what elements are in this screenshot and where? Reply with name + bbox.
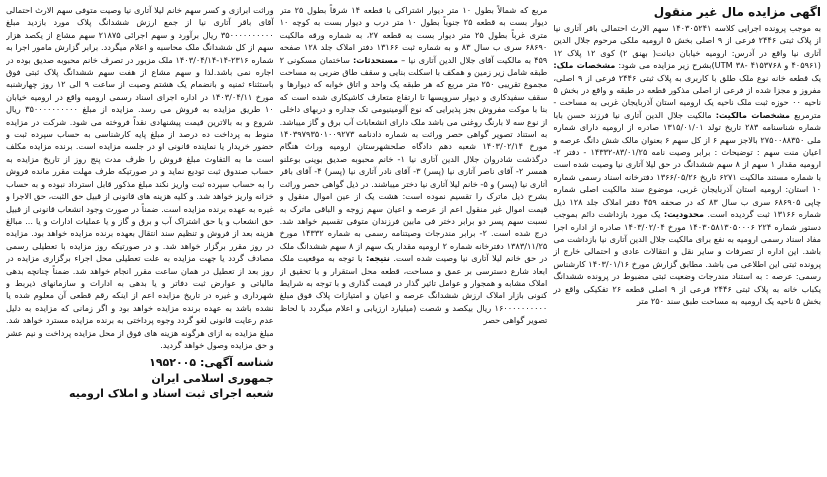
issuer-country: جمهوری اسلامی ایران xyxy=(151,372,274,386)
restriction-label: محدودیت: xyxy=(663,209,704,220)
notice-paragraph xyxy=(280,4,548,327)
result-text: با توجه به موقعیت ملک ابعاد شارع دسترسی بر عمق و مساحت، قطعه محل استقرار و با تحقیق از املاک مشابه و همجوار و عوامل تاثیر گذار در قیمت گذاری و با توجه به شرایط کنونی بازار املاک ارزش ششدانگ عرصه و اعیان و امتیازات پلاک فوق مبلغ ۱۶۰۰۰۰۰۰۰۰۰۰ ریال بیکصد و شصت (میلیارد ارزیابی و اعلام میگردد با لحاظ تصویر گواهی حصر xyxy=(279,253,548,326)
ownership-specs-text: مالکیت جلال الدین آتاری نیا فرزند حسن بابا شماره شناسنامه ۲۸۳ تاریخ تولد ۱۳۱۵/۰۱/۰۱ صادره از ارومیه دارای شماره ملی ۲۷۵۰۰۸۸۳۵۰ بالاجز سهم ۶ از کل سهم ۶ بعنوان مالک شش دانگ عرصه و اعیان منت سهم : توضیحات : برابر وصیت نامه ۸۳/۰۱/۲۵-۱۴۳۳۲ - دفتر ۲- ارومیه مقدار ۱ سهم از ۸ سهم ششدانگ در حق لیلا آتاری نیا وصیت شده است با شماره مستند مالکیت ۶۲۷۱ تاریخ ۱۳۶۶/۰۵/۲۶ دفترخانه اسناد رسمی شماره ۱۰ استان: ارومیه استان آذربایجان غربی، موضوع سند مالکیت اصلی شماره چاپی ۶۸۶۹۰۵ سری ب سال ۸۳ که در صحفه ۴۵۹ دفتر املاک جلد ۱۲۸ ذیل شماره ۱۳۱۶۶ ثبت گردیده است. xyxy=(553,109,821,220)
issuer-office: شعبه اجرای ثبت اسناد و املاک ارومیه xyxy=(69,387,274,401)
ad-identifier: شناسه آگهی: ۱۹۵۲۰۰۵ xyxy=(149,356,274,370)
restriction-text: یک مورد بازداشت دائم بموجب دستور شماره ۲۲۴ ۱۴۰۳۰۵۸۱۳۰۵۰۰۰۶ مورخ ۱۴۰۳/۰۲/۰۴ صادره از اداره اجرا مفاد اسناد رسمی ارومیه به نفع برای مالکیت جلال الدین آتاری نیا بازداشت می باشد. این اداره از تصرفات و سایر نقل و انتقالات عادی و احتمالی خارج از پرونده ثبتی این اطلاعی می باشد. مطابق گزارش مورخ ۱۴۰۳/۰۱/۱۶ کارشناس رسمی: عرصه : به استناد مندرجات وضعیت ثبتی مضبوط در پرونده ششدانگ یکباب خانه به پلاک ثبتی ۲۴۴۶ فرعی از ۹ اصلی قطعه ۲۶ تفکیکی واقع در بخش ۵ ناحیه یک ارومیه به مساحت طبق سند ۲۵۰ متر xyxy=(553,209,821,306)
ownership-specs-label: مشخصات مالکیت: xyxy=(715,109,790,120)
notice-column-1 xyxy=(553,4,821,473)
notice-columns xyxy=(6,4,821,473)
property-specs-text: یک قطعه خانه نوع ملک طلق با کاربری به پلاک ثبتی ۲۴۴۶ فرعی از ۹ اصلی، مفروز و مجزا شده از فرعی از اصلی مذکور قطعه در طبقه و واقع در بخش ۵ ناحیه ۰۰ حوزه ثبت ملک ناحیه یک ارومیه استان آذربایجان غربی به مساحت - مترمربع xyxy=(553,72,821,120)
notice-title: اگهی مزایده مال غیر منقول xyxy=(653,5,821,19)
notice-paragraph xyxy=(553,22,821,307)
intro-text: به موجب پرونده اجرایی کلاسه ۱۴۰۳۰۵۲۴۱ سهم الارث احتمالی باقر آتاری نیا از پلاک ثبتی ۲۴۴۶ فرعی از ۹ اصلی بخش ۵ ارومیه ملکی مرحوم جلال الدین آتاری نیا واقع در آدرس: ارومیه خیابان دیانت( بهنق ۲) کوی ۱۲ پلاک ۱۲ (۴۰۵۹۶۱ و ۴۱۵۳۷۶۸ -۳۸ UTM)بشرح زیر مزایده می شود: xyxy=(553,23,821,71)
boundaries-text: مربع که شمالاً بطول ۱۰ متر دیوار اشتراکی با قطعه ۱۴ شرقاً بطول ۲۵ متر دیوار بست به قطعه ۲۵ جنوباً بطول ۱۰ متر درب و دیوار بست به کوچه ۱۰ متری غرباً بطول ۲۵ متر دیوار بست به قطعه ۲۷، به شماره ورقه مالکیت ۶۸۶۹۰ سری ب سال ۸۳ و به شماره ثبت ۱۳۱۶۶ دفتر املاک جلد ۱۲۸ صفحه ۴۵۹ به مالکیت آقای جلال الدین آتاری نیا – xyxy=(279,5,548,65)
buildings-text: ساختمان مسکونی ۲ طبقه شامل زیر زمین و همکف با اسکلت بنایی و سقف طاق ضربی به مساحت مجموع تقریبی ۲۵۰ متر مربع که هر طبقه یک واحد و اتاق خوابه که دیوارها و سقف سفیدکاری و دیوار سرویسها تا ارتفاع متعارف کاشیکاری شده است که بنا با موکت مفروش بجز پذیرایی که نوع آلومینیومی تک جداره و دربهای داخلی از نوع سه لا بارنگ روغنی می باشد ملک دارای انشعابات آب برق و گاز میباشد. به استناد تصویر گواهی حصر وراثت به شماره دادنامه ۱۴۰۳۹۷۹۳۵۰۱۰۰۹۲۷۳ مورخ ۱۴۰۳/۰۲/۱۴ شعبه دهم دادگاه صلحشهرستان ارومیه وراث هنگام درگذشت شادروان جلال الدین آتاری نیا ۱- خانم محبوبه صدیق بوینی بوعلنو همسر ۲- آقای ناصر آتاری نیا (پسر) ۳- آقای نادر آتاری نیا (پسر) ۴- آقای باقر آتاری نیا (پسر) و ۵- خانم لیلا آتاری نیا دختر میباشند. در ذیل گواهی حصر وراثت بشرح ذیل ماترک را تقسیم نموده است: هشت یک از عین اموال منقول و قیمت اموال غیر منقول اعم از عرصه و اعیان سهم زوجه و الباقی ماترک به نسبت سهم پسر دو برابر دختر فی مابین فرزندان متوفی تقسیم خواهد شد. درج شده است. ۲- برابر مندرجات وصیتنامه رسمی به شماره ۱۴۳۳۲ مورخ ۱۳۸۳/۱۱/۲۵ دفترخانه شماره ۲ ارومیه مقدار یک سهم از ۸ سهم ششدانگ ملک در حق خانم لیلا آتاری نیا وصیت شده است. xyxy=(279,54,548,264)
property-specs-label: مشخصات ملک: xyxy=(553,60,616,71)
notice-column-3 xyxy=(6,4,274,473)
result-label: نتیجه: xyxy=(365,253,390,264)
notice-column-2 xyxy=(280,4,548,473)
auction-terms-text: وراثت ابرازی و کسر سهم خانم لیلا آتاری نیا وصیت متوفی سهم الارث احتمالی آقای باقر آتاری نیا از جمع ارزش ششدانگ پلاک مورد بازدید مبلغ ۳۵۰۰۰۰۰۰۰۰۰۰ ریال برآورد و سهم اجرائی ۲۱۸۷۵ سهم مشاع از یکصد هزار سهم از کل ششدانگ ملک محاسبه و اعلام میگردد. برابر گزارش مامور اجرا به شماره ۲۳۱۶-۱۴-۱۴۰۳/۰۴/۱۴ ملک مزبور در تصرف خانم محبوبه صدیق بوده در اجاره نمی باشد.لذا و سهم مشاع از هفت سهم ششدانگ پلاک ثبتی فوق باستثناء ثمنیه و بانضمام یک هشتم وصیت از ساعت ۹ الی ۱۲ روز چهارشنبه مورخ ۱۴۰۳/۰۴/۱۱ در اداره اجرای اسناد رسمی ارومیه واقع در ارومیه خیابان ۱۰ طریق مزایده به فروش می رسد. مزایده از مبلغ ۳۵۰۰۰۰۰۰۰۰۰۰ ریال شروع و به بالاترین قیمت پیشنهادی نقداً فروخته می شود. شرکت در مزایده منوط به پرداخت ده درصد از مبلغ پایه کارشناسی به حساب سپرده ثبت و حضور خریدار یا نماینده قانونی او در جلسه مزایده است. برنده مزایده مکلف است ما به التفاوت مبلغ فروش را ظرف مدت پنج روز از تاریخ مزایده به حساب صندوق ثبت تودیع نماید و در صورتیکه طرف مهلت مقرر مانده فروش را به حساب سپرده ثبت واریز نکند مبلغ مذکور قابل استرداد نبوده و به حساب خزانه واریز خواهد شد. و کلیه هزینه های قانونی از قبیل حق الثبت، حق الاجرا و غیره به عهده برنده مزایده است. ضمناً در صورت وجود انشعاب قانونی از قبیل حق انشعاب و یا حق اشتراک آب و برق و گاز و یا عملیات ادارات و یا ... مبالغ هزینه بعد از فروش و تنظیم سند انتقال بعهده برنده مزایده خواهد بود. مزایده در روز مقرر برگزار خواهد شد. و در صورتیکه روز مزایده با تعطیلی رسمی مصادف گردد یا جهت مزایده به علت تعطیلی محل اجراء برگزاری مزایده در روز بعد از تعطیل در همان ساعت مقرر انجام خواهد شد. ضمناً چنانچه بدهی مالیاتی و عوارض ثبت دفاتر و یا بدهی به ادارات و سازمانهای ذیربط و شهرداری و غیره در تاریخ مزایده اعم از اینکه رقم قطعی آن معلوم شده یا نشده باشد به عهده برنده مزایده خواهد بود و اگر زمانی که مزایده به دلیل عدم رعایت قانونی لغو گردد وجوه پرداختی به برنده مزایده مسترد خواهد شد. مبلغ مزایده به ازای هرگونه هزینه های فوق از محل مزایده پرداخت و نیم عشر و حق مزایده وصول خواهد گردید. xyxy=(5,5,274,350)
buildings-label: مستحدثات: xyxy=(352,54,398,65)
